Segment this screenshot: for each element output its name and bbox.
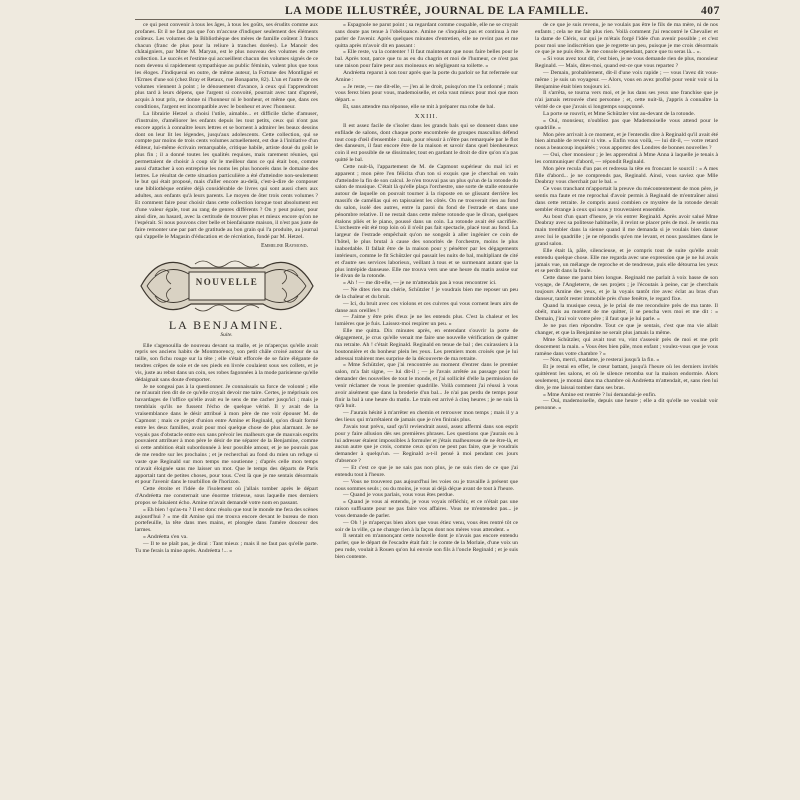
paragraph: Elle était là, pâle, silencieuse, et je compris tout de suite qu'elle avait entendu quelque chose. Elle me regarda avec une expression que je ne lui avais jamais vue, un mélange de reproche et de tendresse, puis elle détourna les yeux et se perdit dans la foule. [535,247,718,275]
paragraph: Je ne pus rien répondre. Tout ce que je sentais, c'est que ma vie allait changer, et que la Benjamine ne serait plus jamais la même. [535,323,718,336]
paragraph: Cette danse me parut bien longue. Reginald me parlait à voix basse de son voyage, de l'Angleterre, de ses projets ; je l'écoutais à peine, car je cherchais toujours Amine des yeux, et je la voyais tantôt rire avec éclat au bras d'un danseur, tantôt rester immobile près d'une fenêtre, le regard fixe. [535,275,718,302]
paragraph: Mon père arrivait à ce moment, et je l'entendis dire à Reginald qu'il avait été bien aimable de revenir si vite. « Enfin vous voilà, — lui dit-il, — votre retard nous a beaucoup inquiétés ; vous apportez des Londres de bonnes nouvelles ? [535,131,718,152]
paragraph: « Andréetta s'en va. [143,534,188,541]
paragraph: Cette étroite et l'idée de l'isolement où j'allais tomber après le départ d'Andréetta me consternait une énorme tristesse, sous laquelle mes derniers propos se faisaient écho. Amine m'avait demandé votre nom en passant. [135,486,318,506]
page-number: 407 [700,5,720,17]
paragraph: J'avais tout prévu, sauf qu'il reviendrait aussi, assez affermi dans son esprit pour y faire allusion dès ses premières phrases. Les questions que j'aurais eu à lui adresser étaient impossibles à formuler et j'étais malheureuse de ne être-là, et aucun autre que je crois, comme ceux qu'on ne peut pas faire, que je voudrais demander à quelqu'un. — Reginald a-t-il pensé à moi pendant ces jours d'absence ? [335,423,518,465]
paragraph: — Demain, probablement, dit-il d'une voix rapide ; — vous l'avez dit vous-même : je suis un voyageur. — Alors, vous en avez profité pour venir voir si la Benjamine était bien toujours ici. [535,69,718,90]
paragraph: — Oh ! je m'aperçus bien alors que vous étiez venu, vous êtes rentré tôt ce soir de la ville, ça ne change rien à la façon dont nos mères vous attendent. » [335,519,518,533]
paragraph: « Je reste, — me dit-elle, — j'en ai le droit, puisqu'on me l'a ordonné ; mais vous ferez bien pour vous, mademoiselle, et cela vaut mieux pour moi que mon départ. » [335,83,518,104]
paragraph: — Quand je vous parlais, vous vous êtes perdue. [343,492,454,499]
paragraph: Ce vous tranchant m'apportait la preuve du mécontentement de mon père, je sentis ma faute et me reprochai d'avoir permis à Reginald de m'entraîner ainsi dans cette retraite. Je compris aussi combien ce mystère de la rotonde devait sembler étrange à ceux qui nous y trouveraient ensemble. [535,186,718,213]
paragraph: — Et c'est ce que je ne sais pas non plus, je ne suis rien de ce que j'ai entendu tout à l'heure. [335,465,518,478]
paragraph: — Il te ne plaît pas, je dirai : Tant mieux ; mais il ne faut pas qu'elle parte. Tu me ferais la mine après. Andréetta !... » [135,541,318,554]
banner-label: NOUVELLE [195,276,259,287]
paragraph: Mon père recula d'un pas et redressa la tête en froncant le sourcil : « A mes fille d'abord... je ne comprends pas, Reginald. Ainsi, vous saviez que Mlle Deabray vous cherchait par le bal. » [535,165,718,186]
author-signature: Emmeline Raymond. [261,243,308,249]
paragraph: Cette nuit-là, l'appartement de M. de Capmont supérieur du mal ici et apparent ; mon père l'en félicita d'un ton si exquis que je cherchai en vain d'atteindre la fin de son calcul. Je n'en trouvai pas un plus qu'un de la rotonde du salon de musique. C'était là qu'elle plaça l'orchestre, une sorte de stalle entourée autour de laquelle on pouvait tourner à la risposte en se glissant derrière les massifs de camélias qui en tapissaient les côtés. On ne trouverait rien au fond du salon, isolé des autres, entre la paroi du fond de l'estrade et dans une pénombre relative. Il ne restait dans cette même rotonde que le divan, quelques étalons pliés et le piano, poussé dans un coin. La rotonde avait été sacrifiée. L'orchestre eût été trop loin où il n'eût pas fait spectacle, placé tout au fond. La largeur de l'estrade empêchait qu'on ne songeât à aller ingénier ce coin de l'hôtel, le plus brutal à cause des sonorités de l'orchestre, moins le plus inabordable. Il fallait être de la maison pour y pénétrer par les dégagements intérieurs, comme le fit Schützler qui passait les nuits de bal, multipliant de cité et d'autre ses services laborieux, veillant à tous et se surmenant autant que la plus intrépide danseuse. Elle me trouva vers une une heure du matin assise sur le divan de la rotonde. [335,163,518,280]
paragraph: « Mme Amine est rentrée ? lui demandai-je enfin. [543,391,657,398]
paragraph: Et, sans attendre ma réponse, elle se mit à préparer ma robe de bal. [343,104,495,111]
paragraph: de ce que je suis revenu, je ne voulais pas être le fils de ma mère, ni de nos enfants ; cela ne me fait plus rien. Voilà comment j'ai rencontré le Chevalier et la dame de Cléris, sur qui je m'étais forgé l'idée d'un avenir possible ; et c'est pour moi une indiscrétion que je regrette un peu, puisque je me crois désormais ce que je ne puis être. Je me console cependant, parce que tu seras là... ». [535,22,718,56]
paragraph: Elle s'agenouilla de nouveau devant sa malle, et je m'aperçus qu'elle avait repris ses anciens habits de Montmorency, son petit châle croisé autour de sa taille, son fichu rouge sur la tête ; elle s'était efforcée de se faire élégante de tendres crêpes de soie et de ses pieds en livrée coulaient sous ses collets, et je vis, juste au rebut dans un coin, ses robes fagonnées à la mode parisienne qu'elle dédaignait sans doute d'emporter. [135,342,318,383]
column-2 [335,22,518,798]
column-3 [535,22,718,798]
paragraph: « Oui, monsieur, n'oubliez pas que Mademoiselle vous attend pour le quadrille. » [535,117,718,131]
paragraph: Elle me quitta. Dix minutes après, en entendant s'ouvrir la porte de dégagement, je crus qu'elle venait me faire une nouvelle vérification de quitter ma retraite. Ah ! c'était Reginald. Reginald en tenue de bal ; des cuirassiers à la boutonnière et du bonheur plein les yeux. Les premiers mots croisés que je lui adressai trahirent mes surprise de la découverte de ma retraite. [335,328,518,362]
paragraph: Je ne songeai pas à la questionner. Je connaissais sa force de volonté ; elle ne m'aurait rien dit de ce qu'elle croyait devoir me taire. Certes, je méprisais ces bavardages de l'office qu'elle avait eu le sens de me cacher jusqu'ici ; mais je tremblais qu'ils ne fussent l'écho de quelque vérité. Il y avait de la vraisemblance dans le désir attribué à mon père de me voir épouser M. de Capmont ; mais ce projet d'union entre Amine et Reginald, qu'on disait formé entre les deux familles, avait pour moi quelque chose de plus alarmant. Je ne voyais pas d'obstacle entre eux sans prévoir les malheurs que de mauvais esprits pouvaient attribuer à mon père le désir de me séparer de la Benjamine, comme si cette ambition était subordonnée à leur possible amour, et je ne pouvais pas de me rendre sur les prochains ; et je recherchai au fond du mien un refuge si vaste que Reginald sur mon temps me soutienne ; d'après celle mon temps m'avait éloignée sans me laisser un mot. Que le temps des départs de Paris apportait tant de petites choses, pour tous. C'est là que je me sentais désormais et pour l'avenir dans le tourbillon de l'horizon. [135,383,318,486]
paragraph: La librairie Hetzel a choisi l'utile, aimable... et difficile tâche d'amuser, d'instruire, d'améliorer les enfants depuis les tout petits, ceux qui n'ont pas encore appris à connaître leurs lettres et se bornent à admirer les beaux dessins dont on leur lit les légendes, jusqu'aux adolescents. Cette collection, qui se compte par moins de trois cents volumes actuellement, est due à l'initiative d'un éditeur, lui-même écrivain remarquable, critique habile, artiste doué du goût le plus fin ; il a donné toutes les qualités requises, mais rarement réunies, qui permettaient de choisir à coup sûr le meilleur dans ce qui était bon, comme aussi d'attacher à son entreprise les noms les plus honorés dans le domaine des lettres. Le résultat de cette situation particulière a été d'atteindre non-seulement le but qui était proposé, mais d'aller encore au-delà, c'est-à-dire de composer une bibliothèque entière déjà considérable de livres qui sont aussi chers aux adultes, aux enfants qu'à leurs parents. Le moyen de ôter trois cents volumes ? Et comment faire pour choisir dans cette collection lorsque tout absolument est d'une valeur égale, tout au rang de genres différents ? On y peut puiser, pour ainsi dire, au hasard, avec la certitude de trouver plus et mieux encore qu'on ne l'espérait. Si nous pouvons citer belle et bienfaisante maison, il n'est pas juste de faire remonter une par part de gratitude au bon grain qui l'a produite, au journal qui s'appelle le Magasin d'éducation et de récréation, fondé par M. Hetzel. [135,110,318,241]
paragraph: Au bout d'un quart d'heure, je vis entrer Reginald. Après avoir salué Mme Deabray avec sa politesse habituelle, il revint se placer près de moi. Je sentis ma main trembler dans la sienne quand il me demanda si je voulais bien danser avec lui le quadrille ; je ne répondis qu'en me levant, et nous passâmes dans le grand salon. [535,213,718,247]
story-subtitle: Suite. [220,331,233,338]
nouvelle-banner [135,254,318,318]
paragraph: La porte se rouvrit, et Mme Schützler vint au-devant de la rotonde. [543,110,696,117]
paragraph: — Non, merci, madame, je resterai jusqu'à la fin. » [543,357,660,364]
chapter-heading: XXIII. [414,112,439,120]
story-title: LA BENJAMINE. [168,317,285,332]
paragraph: « Elle reste, va la contenter ! Il faut maintenant que nous faire belles pour le bal. Après tout, parce que tu as eu du chagrin et moi de l'humeur, ce n'est pas une raison pour faire peur aux moineaux en négligeant sa toilette. » [335,49,518,70]
column-1 [135,22,318,798]
paragraph: « Ah ! — me dit-elle, — je ne m'attendais pas à vous rencontrer ici. [343,280,497,287]
paragraph: Il sentait en m'annonçant cette nouvelle dont je n'avais pas encore entendu parler, que le départ de l'escadre était fait : le comte de la Morlaie, d'une voix un peu rude, voulait à Rouen qu'on lui envoie son fils à l'oncle Reginald ; et je suis bien contente. [335,533,518,560]
paragraph: « Quand je vous ai entendu, je vous voyais réfléchir, et ce n'était pas une raison suffisante pour ne pas faire vos affaires. Vous ne m'entendez pas... je vous demande de parler. [335,499,518,519]
paragraph: Il s'arrêta, se tourna vers moi, et je lus dans ses yeux une franchise que je n'ai jamais retrouvée chez personne ; et, cette nuit-là, j'appris à connaître la vérité de ce que j'avais si longtemps soupçonné. [535,90,718,111]
paragraph: — Vous ne trouverez pas aujourd'hui les voies ou je travaille à présent que nous sommes seuls ; ou du moins, je vous ai déjà déçue avant de tout à l'heure. [335,478,518,492]
paragraph: — J'aurais hésité à m'arrêter en chemin et retrouver mon temps ; mais il y a des lieux qui m'arrêtaient de jamais que je n'en finirais plus. [335,410,518,424]
paragraph: — Oui, cher monsieur ; je les apprendrai à Mme Anna à laquelle je tenais à les communiquer d'abord, — répondit Reginald. [535,152,718,165]
paragraph: — Oui, mademoiselle, depuis une heure ; elle a dit qu'elle ne voulait voir personne. » [535,398,718,412]
paragraph: « Mme Schützler, que j'ai rencontrée au moment d'entrer dans le premier salon, m'a fait signe, — lui dit-il ; — je l'avais arrêtée au passage pour lui demander des nouvelles de tout le monde, et j'ai sollicité d'elle la permission de venir réclamer de vous le premier quadrille. Voilà comment j'ai réussi à vous avoir aisément que dans la broderie d'un bal... Je n'ai pas perdu de temps pour finir la bal à une heure du matin. Le train est arrivé à cinq heures ; je ne suis là qu'à huit. [335,362,518,410]
paragraph: Andréetta reparut à son tour après que la porte du parloir se fut refermée sur Amine : [335,69,518,83]
paragraph: Et je restai en effet, le cœur battant, jusqu'à l'heure où les derniers invités quittèrent les salons, et où le silence retomba sur la maison endormie. Alors seulement, je montai dans ma chambre où Andréetta m'attendait, et, sans rien lui dire, je me laissai tomber dans ses bras. [535,364,718,391]
paragraph: ce qui peut convenir à tous les âges, à tous les goûts, ses érudits comme aux profanes. Et il ne faut pas que l'on m'accuse d'indiquer seulement des éléments coûteux. Les volumes de la Bibliothèque des mères de famille coûtent 3 francs chacun (franc de plus pour la reliure à tranches dorées). Le Manoir des châtaigniers, par Mme M. Maryan, est le plus nouveau des volumes de cette collection. Le succès et l'estime qui accueillent chacun des volumes signés de ce nom devenu si rapidement sympathique au public féminin, valent plus que tous les éloges. J'indiquerai en outre, de même auteur, la Fortune des Montligné et l'Ermes d'une soi (chez Bray et Retaux, rue Bonaparte, 82). L'un et l'autre de ces volumes viennent à point ; le dénouement d'avance, à ceux qui l'apprendront plus tard à leurs dépens, que l'argent si convoité, pourrait avec tant d'apreté, acquis à tout prix, ne donne ni l'honneur ni le bonheur, et même que, dans ces conditions, l'argent est incompatible avec le bonheur et avec l'honneur. [135,22,318,111]
journal-title: LA MODE ILLUSTRÉE, JOURNAL DE LA FAMILLE. [285,5,589,17]
paragraph: — Ne dites rien ma chérie, Schützler ! je voudrais bien me reposer un peu de la chaleur et du bruit. [335,287,518,300]
paragraph: Il est assez facile de s'isoler dans les grands bals qui se donnent dans une enfilade de salons, dont chaque porte encombrée de groupes masculins défend tout coup d'œil d'ensemble : mais, pour réussir à n'être pas remarquée par le flot des danseurs, il faut encore être de la maison et savoir dans quel bienheureux coin il est possible de se dissimuler, tout en gardant le droit de dire qu'on n'a pas quitté le bal. [335,122,518,164]
paragraph: Quand la musique cessa, je le priai de me reconduire près de ma tante. Il obéit, mais au moment de me quitter, il se pencha vers moi et me dit : « Demain, j'irai voir votre père ; il faut que je lui parle. » [535,302,718,323]
paragraph: « Eh bien ! qu'as-tu ? Il est donc résolu que tout le monde me fera des scènes aujourd'hui ? » me dit Amine qui me trouva encore devant le bureau de mon portefeuille, la tête dans mes mains, et plongée dans l'amère douceur des larmes. [135,506,318,534]
paragraph: « Si vous avez tout dit, c'est bien, je ne vous demande rien de plus, monsieur Reginald. — Mais, dites-moi, quand est-ce que vous repartez ? [535,56,718,70]
paragraph: — J'aime y être près d'eux je ne les entends plus. C'est la chaleur et les lumières que je fuis. Laissez-moi respirer un peu. » [335,314,518,328]
paragraph: — Ici, du bruit avec ces violons et ces cuivres qui vous cornent leurs airs de danse aux oreilles ! [335,300,518,314]
page-header [135,3,720,20]
paragraph: Mme Schützler, qui avait tout vu, vint s'asseoir près de moi et me prit doucement la main. « Vous êtes bien pâle, mon enfant ; voulez-vous que je vous ramène dans votre chambre ? » [535,336,718,357]
paragraph: « Espagnole ne parut point ; sa regardant comme coupable, elle ne se croyait sans doute pas tenue à l'obéissance. Amine ne s'inquiéta pas et continua à me parler de l'avenir. Après quelques minutes d'entretien, elle ne revint pas et me quitta après m'avoir dit en passant : [335,22,518,49]
